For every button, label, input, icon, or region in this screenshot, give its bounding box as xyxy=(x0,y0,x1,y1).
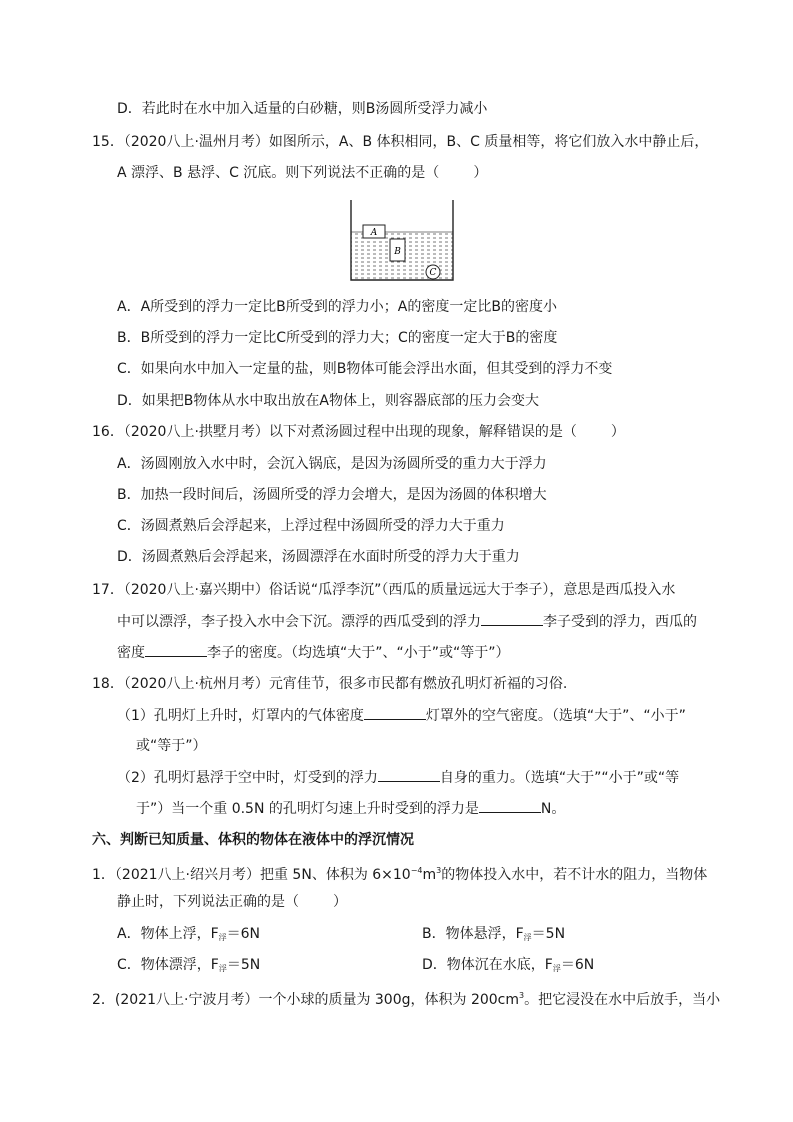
q18-blank-2 xyxy=(378,767,440,782)
q16-stem: 16．（2020八上·拱墅月考）以下对煮汤圆过程中出现的现象，解释错误的是（ ） xyxy=(92,424,625,440)
q15-option-d: D．如果把B物体从水中取出放在A物体上，则容器底部的压力会变大 xyxy=(117,393,539,409)
q15-stem-line2: A 漂浮、B 悬浮、C 沉底。则下列说法不正确的是（ ） xyxy=(117,165,488,181)
q14-option-d: D．若此时在水中加入适量的白砂糖，则B汤圆所受浮力减小 xyxy=(117,101,488,117)
q18-stem: 18．（2020八上·杭州月考）元宵佳节，很多市民都有燃放孔明灯祈福的习俗. xyxy=(92,676,568,692)
q17-blank-1 xyxy=(481,611,543,626)
q15-option-c: C．如果向水中加入一定量的盐，则B物体可能会浮出水面，但其受到的浮力不变 xyxy=(117,361,613,377)
q15-beaker-figure xyxy=(349,200,455,284)
section-6-title: 六、判断已知质量、体积的物体在液体中的浮沉情况 xyxy=(92,832,414,848)
label-c: C xyxy=(429,268,437,278)
q17-line1: 17．（2020八上·嘉兴期中）俗话说“瓜浮李沉”（西瓜的质量远远大于李子），意思是西瓜投入水 xyxy=(92,582,676,598)
q17-blank-2 xyxy=(145,642,207,657)
q16-option-a: A．汤圆刚放入水中时，会沉入锅底，是因为汤圆所受的重力大于浮力 xyxy=(117,456,547,472)
s6q1-line1: 1．（2021八上·绍兴月考）把重 5N、体积为 $6\times 10^{-4}m^3$的物体投入水中，若不计水的阻力，当物体 xyxy=(92,866,708,883)
s6q2-line1: 2．(2021八上·宁波月考）一个小球的质量为 300g，体积为 $200cm^3$。把它浸没在水中后放手，当小 xyxy=(92,991,721,1008)
label-b: B xyxy=(394,247,401,257)
q15-stem-line1: 15．（2020八上·温州月考）如图所示，A、B 体积相同，B、C 质量相等，将它们放入水中静止后， xyxy=(92,134,709,150)
q18-blank-1 xyxy=(364,705,426,720)
q18-part2: （2）孔明灯悬浮于空中时，灯受到的浮力 自身的重力。（选填“大于”“小于”或“等 xyxy=(117,767,679,788)
q16-option-d: D．汤圆煮熟后会浮起来，汤圆漂浮在水面时所受的浮力大于重力 xyxy=(117,549,520,565)
s6q1-option-c: C．物体漂浮，$F_浮=5N$ xyxy=(117,957,261,973)
q18-part1: （1）孔明灯上升时，灯罩内的气体密度 灯罩外的空气密度。（选填“大于”、“小于” xyxy=(117,705,686,726)
q18-part2-cont: 于”）当一个重 0.5N 的孔明灯匀速上升时受到的浮力是 N。 xyxy=(136,798,565,819)
label-a: A xyxy=(370,228,378,238)
s6q1-option-d: D．物体沉在水底，$F_浮=6N$ xyxy=(422,957,595,973)
q16-option-c: C．汤圆煮熟后会浮起来，上浮过程中汤圆所受的浮力大于重力 xyxy=(117,518,505,534)
s6q1-line2: 静止时，下列说法正确的是（ ） xyxy=(117,894,347,910)
q15-option-b: B．B所受到的浮力一定比C所受到的浮力大；C的密度一定大于B的密度 xyxy=(117,330,558,346)
s6q1-option-b: B．物体悬浮，$F_浮=5N$ xyxy=(422,926,566,942)
q17-line3: 密度 李子的密度。（均选填“大于”、“小于”或“等于”） xyxy=(117,642,510,663)
s6q1-option-a: A．物体上浮，$F_浮=6N$ xyxy=(117,926,261,942)
q18-part1-cont: 或“等于”） xyxy=(136,738,207,754)
q17-line2: 中可以漂浮，李子投入水中会下沉。漂浮的西瓜受到的浮力 李子受到的浮力，西瓜的 xyxy=(117,611,697,632)
q18-blank-3 xyxy=(479,798,541,813)
q15-option-a: A．A所受到的浮力一定比B所受到的浮力小；A的密度一定比B的密度小 xyxy=(117,299,557,315)
q16-option-b: B．加热一段时间后，汤圆所受的浮力会增大，是因为汤圆的体积增大 xyxy=(117,487,547,503)
